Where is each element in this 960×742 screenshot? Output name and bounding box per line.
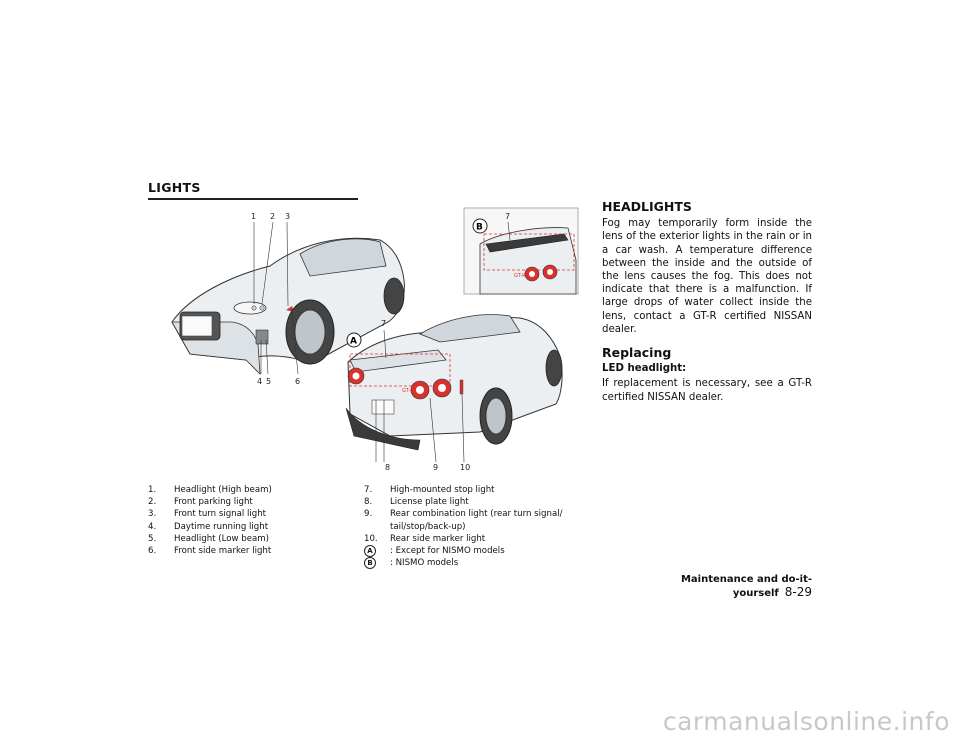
headlights-body: Fog may temporarily form inside the lens of the exterior lights in the rain or in a car wash. A temperature difference between the inside and the outside of the lens causes the fog. This does not indicate that there is a malfunction. If large drops of water collect inside the lens, contact a GT-R certified NISSAN dealer. <box>602 218 812 335</box>
callout-7-rear: 7 <box>381 319 387 328</box>
legend-item: 4. Daytime running light <box>148 521 269 532</box>
callout-2: 2 <box>270 212 276 221</box>
legend-rear <box>364 484 594 569</box>
rear-car-illustration <box>346 315 562 472</box>
page-number: 8-29 <box>784 585 812 599</box>
footer-section: Maintenance and do-it-yourself <box>680 574 812 599</box>
callout-1: 1 <box>251 212 257 221</box>
replacing-heading: Replacing <box>602 345 672 361</box>
callout-8: 8 <box>385 463 391 472</box>
legend-item: 7. High-mounted stop light <box>364 485 495 495</box>
callout-7-inset: 7 <box>505 212 511 221</box>
badge-a-icon: A <box>364 545 376 557</box>
tail-badge-rear: GT-R <box>402 388 414 394</box>
headlights-section <box>602 200 812 404</box>
legend-item-badge-a: A : Except for NISMO models <box>364 545 594 557</box>
callout-5: 5 <box>266 377 272 386</box>
legend-item: 10. Rear side marker light <box>364 533 486 544</box>
callout-10: 10 <box>460 463 471 472</box>
title-rule <box>148 198 358 200</box>
callout-6: 6 <box>295 377 301 386</box>
legend-item: 9. Rear combination light (rear turn signal/ tail/stop/back-up) <box>364 509 563 532</box>
legend-item: 3. Front turn signal light <box>148 509 267 520</box>
legend-item: 5. Headlight (Low beam) <box>148 533 269 544</box>
badge-a: A <box>350 336 357 347</box>
legend-item: 1. Headlight (High beam) <box>148 485 272 495</box>
legend-item: 8. License plate light <box>364 497 469 508</box>
page-footer <box>618 574 812 599</box>
watermark: carmanualsonline.info <box>662 707 950 736</box>
callout-3: 3 <box>285 212 291 221</box>
headlights-heading: HEADLIGHTS <box>602 199 692 214</box>
callout-4: 4 <box>257 377 263 386</box>
tail-badge-inset: GT-R <box>514 273 526 279</box>
badge-b-icon: B <box>364 557 376 569</box>
led-headlight-heading: LED headlight: <box>602 363 687 375</box>
legend-front <box>148 484 348 557</box>
inset-nismo-rear <box>464 208 578 294</box>
section-title: LIGHTS <box>148 180 201 195</box>
legend-item-badge-b: B : NISMO models <box>364 557 594 569</box>
legend-item: 2. Front parking light <box>148 497 253 508</box>
badge-b: B <box>476 222 483 233</box>
lights-figure <box>150 204 580 478</box>
led-headlight-body: If replacement is necessary, see a GT-R certified NISSAN dealer. <box>602 378 812 403</box>
callout-9: 9 <box>433 463 439 472</box>
legend-item: 6. Front side marker light <box>148 546 272 557</box>
